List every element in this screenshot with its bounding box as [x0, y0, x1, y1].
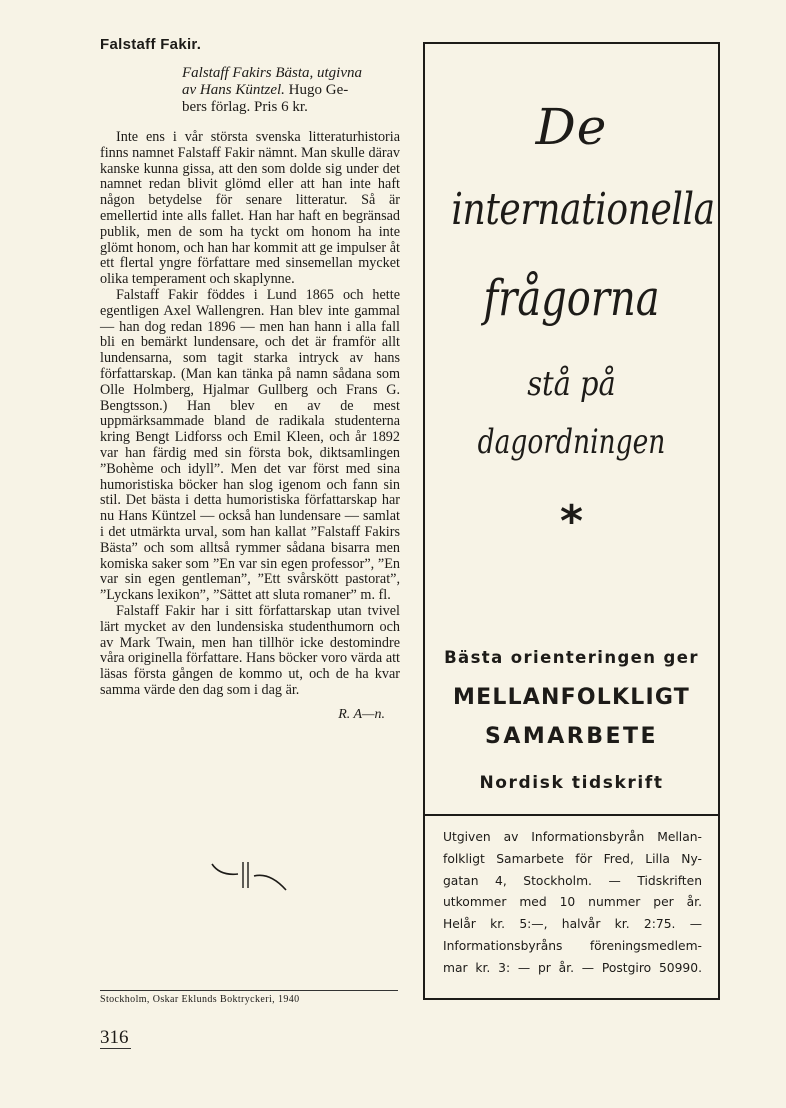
paragraph-1: Inte ens i vår största svenska litteraturhistoria finns namnet Falstaff Fakir nämnt. Man skulle därav kanske kunna gissa, att den som dolde sig under det namnet redan blivit glömd eller att han inte haft någon betydelse för senare litteratur. Så är emellertid inte alls fallet. Han har haft en begränsad publik, men de som ha tyckt om honom ha inte glömt honom, och han har kommit att ge impulser åt ett flertal yngre författare med sinsemellan mycket olika temperament och skaplynne.	[100, 129, 400, 288]
paragraph-2: Falstaff Fakir föddes i Lund 1865 och hette egentligen Axel Wallengren. Han blev inte gammal — han dog redan 1896 — men han hann i alla fall bli en bemärkt lundensare, och det är framför allt lundensarna, som tagit starka intryck av hans författarskap. (Man kan tänka på namn sådana som Olle Holmberg, Hjalmar Gullberg och Frans G. Bengtsson.) Han blev en av de mest uppmärksammade bland de radikala studenterna kring Bengt Lidforss och Emil Kleen, och år 1892 var han färdig med sin första bok, diktsamlingen ”Bohème och idyll”. Men det var först med sina humoristiska böcker han slog igenom och fann sin stil. Det bästa i detta humoristiska författarskap har nu Hans Küntzel — också han lundensare — samlat i det utmärkta urval, som han kallat ”Falstaff Fakirs Bästa” och som alltså rymmer sådana bisarra men komiska saker som ”En var sin egen professor”, ”En var sin egen gentleman”, ”Ett svårskött pastorat”, ”Lyckans lexikon”, ”Sättet att sluta romaner” m. fl.	[100, 286, 400, 604]
ad-info-line: Helår kr. 5:—, halvår kr. 2:75. —	[443, 917, 702, 932]
advertisement-box	[423, 42, 720, 1000]
ad-script-fragorna: frågorna	[483, 269, 660, 327]
page-number: 316	[100, 1027, 129, 1048]
ad-info-line: gatan 4, Stockholm. — Tidskriften	[443, 873, 702, 888]
printer-imprint: Stockholm, Oskar Eklunds Boktryckeri, 1940	[100, 994, 300, 1005]
review-signature: R. A—n.	[338, 706, 385, 722]
ad-script-internationella: internationella	[451, 184, 715, 235]
bib-line-3: bers förlag. Pris 6 kr.	[182, 99, 308, 115]
ad-info-line: mar kr. 3: — pr år. — Postgiro 50990.	[443, 960, 702, 975]
review-title: Falstaff Fakir.	[100, 36, 202, 53]
ad-tagline: Bästa orienteringen ger	[444, 648, 699, 667]
ad-divider	[425, 814, 718, 816]
ad-info-line: Utgiven av Informationsbyrån Mellan-	[443, 830, 702, 844]
review-body	[100, 130, 400, 699]
paragraph-3: Falstaff Fakir har i sitt författarskap utan tvivel lärt mycket av den lundensiska studenthumorn och av Mark Twain, men han tillhör icke destomindre våra originella författare. Hans böcker voro värda att läsas första gången de kommo ut, och de ha kvar samma värde den dag som i dag är.	[100, 602, 400, 698]
bib-line-2-italic: av Hans Küntzel.	[182, 82, 285, 98]
ad-info-line: folkligt Samarbete för Fred, Lilla Ny-	[443, 851, 702, 866]
ad-script-sta-pa: stå på	[527, 364, 616, 404]
bib-line-1: Falstaff Fakirs Bästa, utgivna	[182, 65, 362, 81]
footer-rule	[100, 990, 398, 991]
ad-info-text	[443, 827, 702, 980]
review-column	[100, 36, 400, 723]
ad-title-line-2: SAMARBETE	[484, 724, 659, 749]
bibliography	[182, 65, 400, 116]
bib-line-2-rest: Hugo Ge-	[284, 82, 349, 98]
ad-info-line: utkommer med 10 nummer per år.	[443, 895, 702, 910]
ad-info-line: Informationsbyråns föreningsmedlem-	[443, 938, 702, 953]
ad-script-de: De	[535, 98, 608, 156]
ad-script-dagordningen: dagordningen	[477, 422, 666, 462]
ad-title-line-1: MELLANFOLKLIGT	[453, 685, 690, 710]
ad-subtitle: Nordisk tidskrift	[479, 773, 664, 793]
ornament-icon	[210, 858, 290, 892]
asterisk-icon: *	[559, 496, 583, 547]
